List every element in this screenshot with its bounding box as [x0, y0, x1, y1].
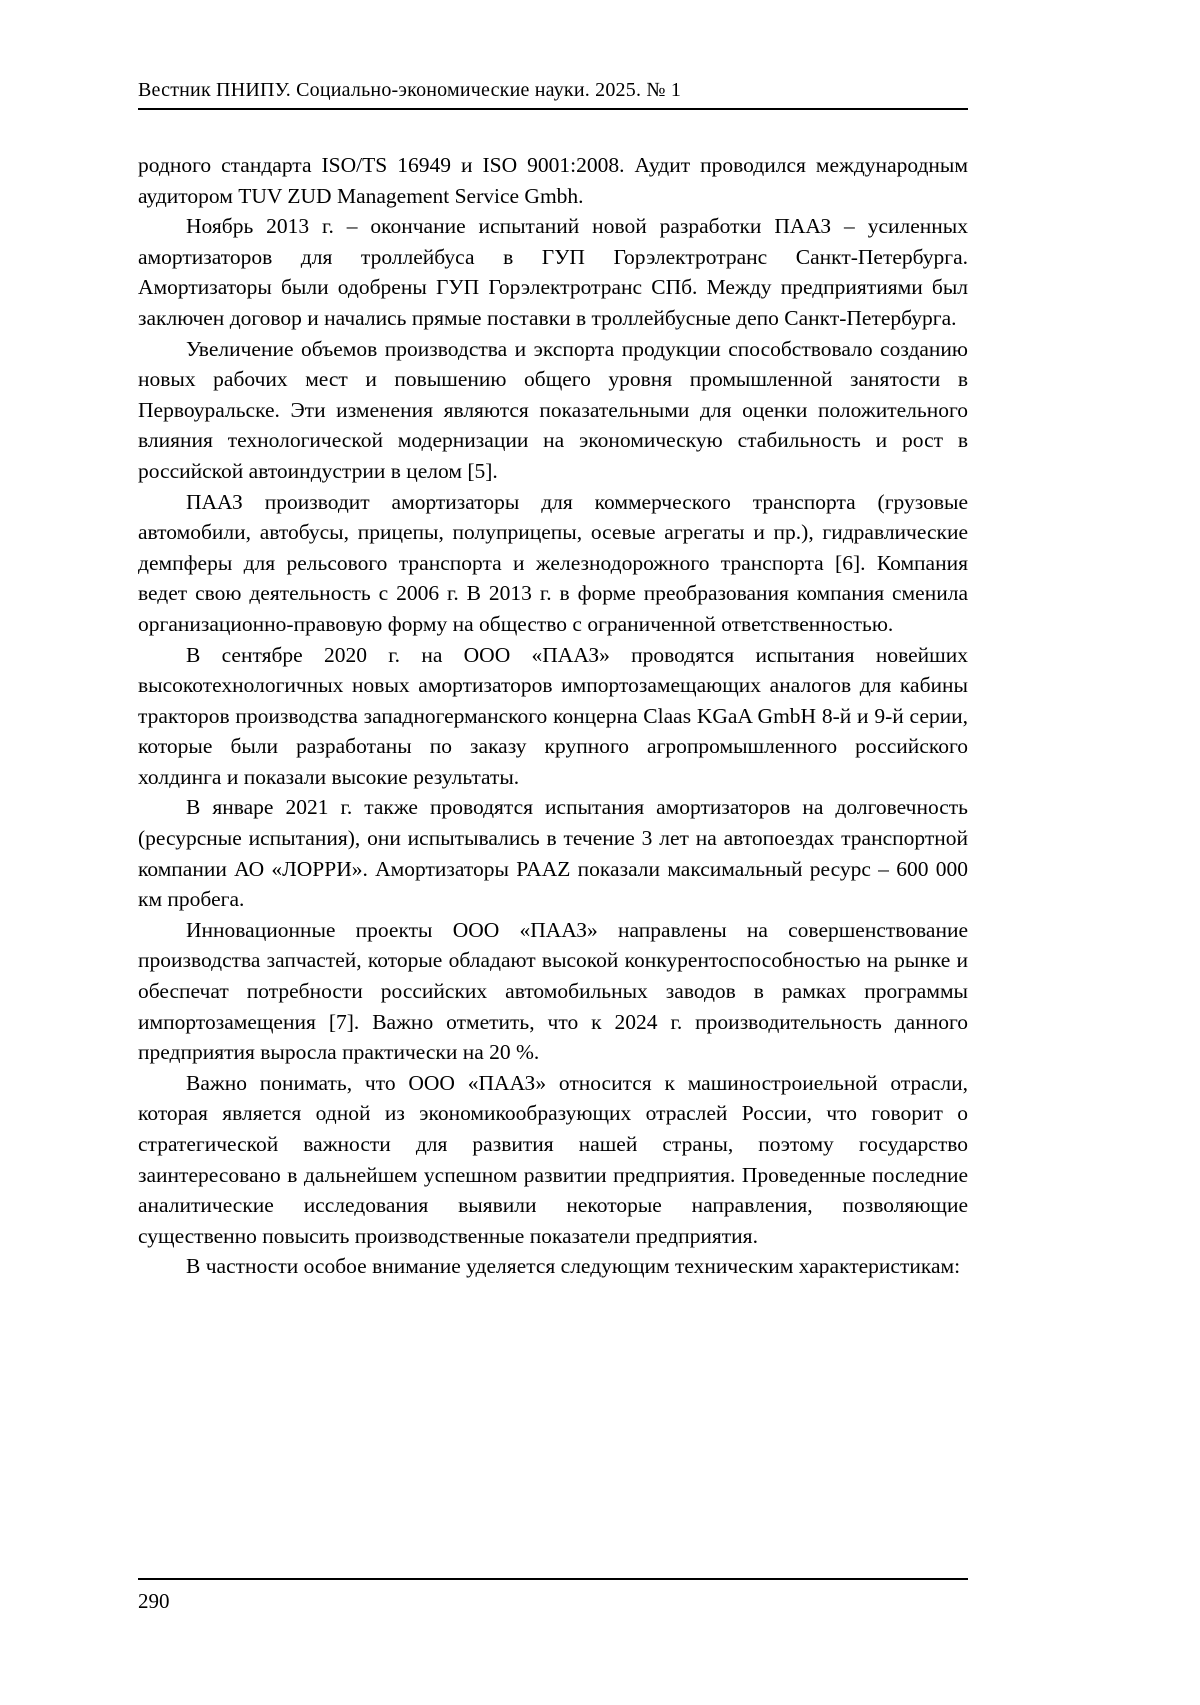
paragraph: В январе 2021 г. также проводятся испытания амортизаторов на долговечность (ресурсные испытания), они испытывались в течение 3 лет на автопоездах транспортной компании АО «ЛОРРИ». Амортизаторы PAAZ показали максимальный ресурс – 600 000 км пробега. — [138, 795, 968, 912]
content-area — [138, 78, 968, 1282]
paragraph: В частности особое внимание уделяется следующим техническим характеристикам: — [186, 1254, 961, 1279]
page-footer — [138, 1578, 968, 1614]
paragraph: Важно понимать, что ООО «ПААЗ» относится к машиностроиельной отрасли, которая является одной из экономикообразующих отраслей России, что говорит о стратегической важности для развития нашей страны, поэтому государство заинтересовано в дальнейшем успешном развитии предприятия. Проведенные последние аналитические исследования выявили некоторые направления, позволяющие существенно повысить производственные показатели предприятия. — [138, 1070, 968, 1248]
paragraph: В сентябре 2020 г. на ООО «ПААЗ» проводятся испытания новейших высокотехнологичных новых амортизаторов импортозамещающих аналогов для кабины тракторов производства западногерманского концерна Claas KGaA GmbH 8-й и 9-й серии, которые были разработаны по заказу крупного агропромышленного российского холдинга и показали высокие результаты. — [138, 642, 968, 789]
footer-rule — [138, 1578, 968, 1580]
header-rule — [138, 108, 968, 110]
paragraph: Инновационные проекты ООО «ПААЗ» направлены на совершенствование производства запчастей, которые обладают высокой конкурентоспособностью на рынке и обеспечат потребности российских автомобильных заводов в рамках программы импортозамещения [7]. Важно отметить, что к 2024 г. производительность данного предприятия выросла практически на 20 %. — [138, 917, 968, 1065]
running-head: Вестник ПНИПУ. Социально-экономические науки. 2025. № 1 — [138, 79, 682, 101]
article-body — [138, 150, 968, 1282]
paragraph: ПААЗ производит амортизаторы для коммерческого транспорта (грузовые автомобили, автобусы, прицепы, полуприцепы, осевые агрегаты и пр.), гидравлические демпферы для рельсового транспорта и железнодорожного транспорта [6]. Компания ведет свою деятельность с 2006 г. В 2013 г. в форме преобразования компания сменила организационно-правовую форму на общество с ограниченной ответственностью. — [138, 489, 968, 636]
paragraph: Ноябрь 2013 г. – окончание испытаний новой разработки ПААЗ – усиленных амортизаторов для троллейбуса в ГУП Горэлектротранс Санкт-Петербурга. Амортизаторы были одобрены ГУП Горэлектротранс СПб. Между предприятиями был заключен договор и начались прямые поставки в троллейбусные депо Санкт-Петербурга. — [138, 214, 968, 330]
paragraph: родного стандарта ISO/TS 16949 и ISO 9001:2008. Аудит проводился международным аудитором TUV ZUD Management Service Gmbh. — [138, 153, 968, 208]
page-number: 290 — [138, 1589, 170, 1613]
paragraph: Увеличение объемов производства и экспорта продукции способствовало созданию новых рабочих мест и повышению общего уровня промышленной занятости в Первоуральске. Эти изменения являются показательными для оценки положительного влияния технологической модернизации на экономическую стабильность и рост в российской автоиндустрии в целом [5]. — [138, 336, 968, 483]
